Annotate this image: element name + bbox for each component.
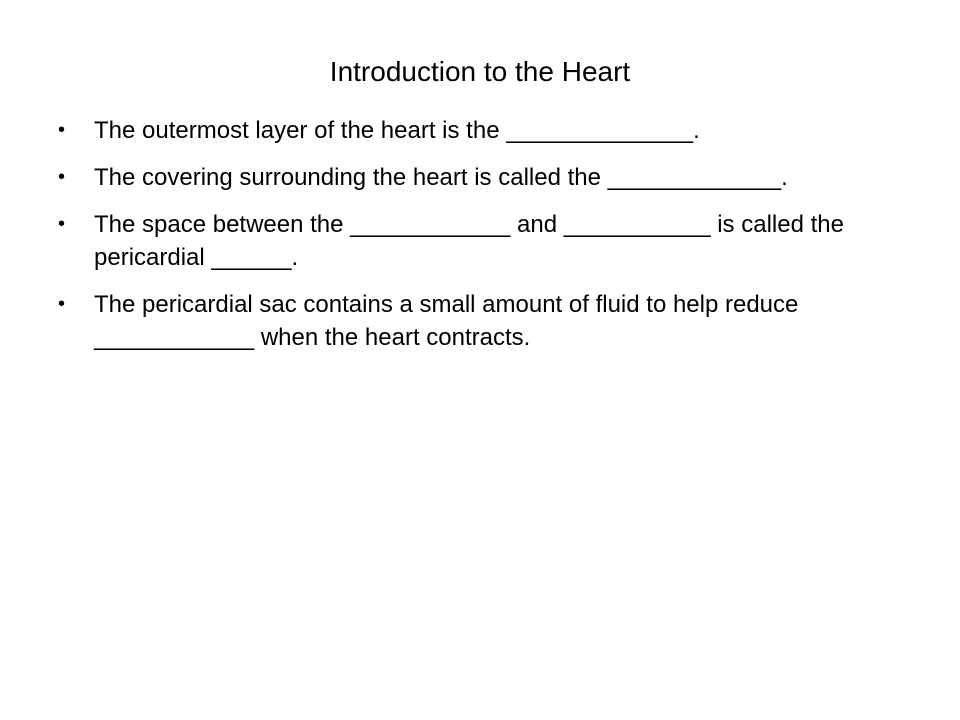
slide-title: Introduction to the Heart bbox=[329, 56, 631, 87]
bullet-text: The covering surrounding the heart is called the _____________. bbox=[94, 164, 788, 191]
bullet-text: The space between the ____________ and ___________ is called the pericardial ______. bbox=[94, 211, 844, 271]
bullet-icon: • bbox=[58, 119, 66, 141]
bullet-item bbox=[56, 288, 886, 354]
bullet-item bbox=[56, 161, 886, 194]
bullet-text: The outermost layer of the heart is the ______________. bbox=[94, 117, 700, 144]
bullet-item bbox=[56, 114, 886, 147]
bullet-item bbox=[56, 208, 886, 274]
bullet-icon: • bbox=[58, 166, 66, 188]
bullet-icon: • bbox=[58, 213, 66, 235]
bullet-icon: • bbox=[58, 293, 66, 315]
bullet-list bbox=[56, 114, 886, 368]
bullet-text: The pericardial sac contains a small amount of fluid to help reduce ____________ when the heart contracts. bbox=[94, 291, 799, 351]
